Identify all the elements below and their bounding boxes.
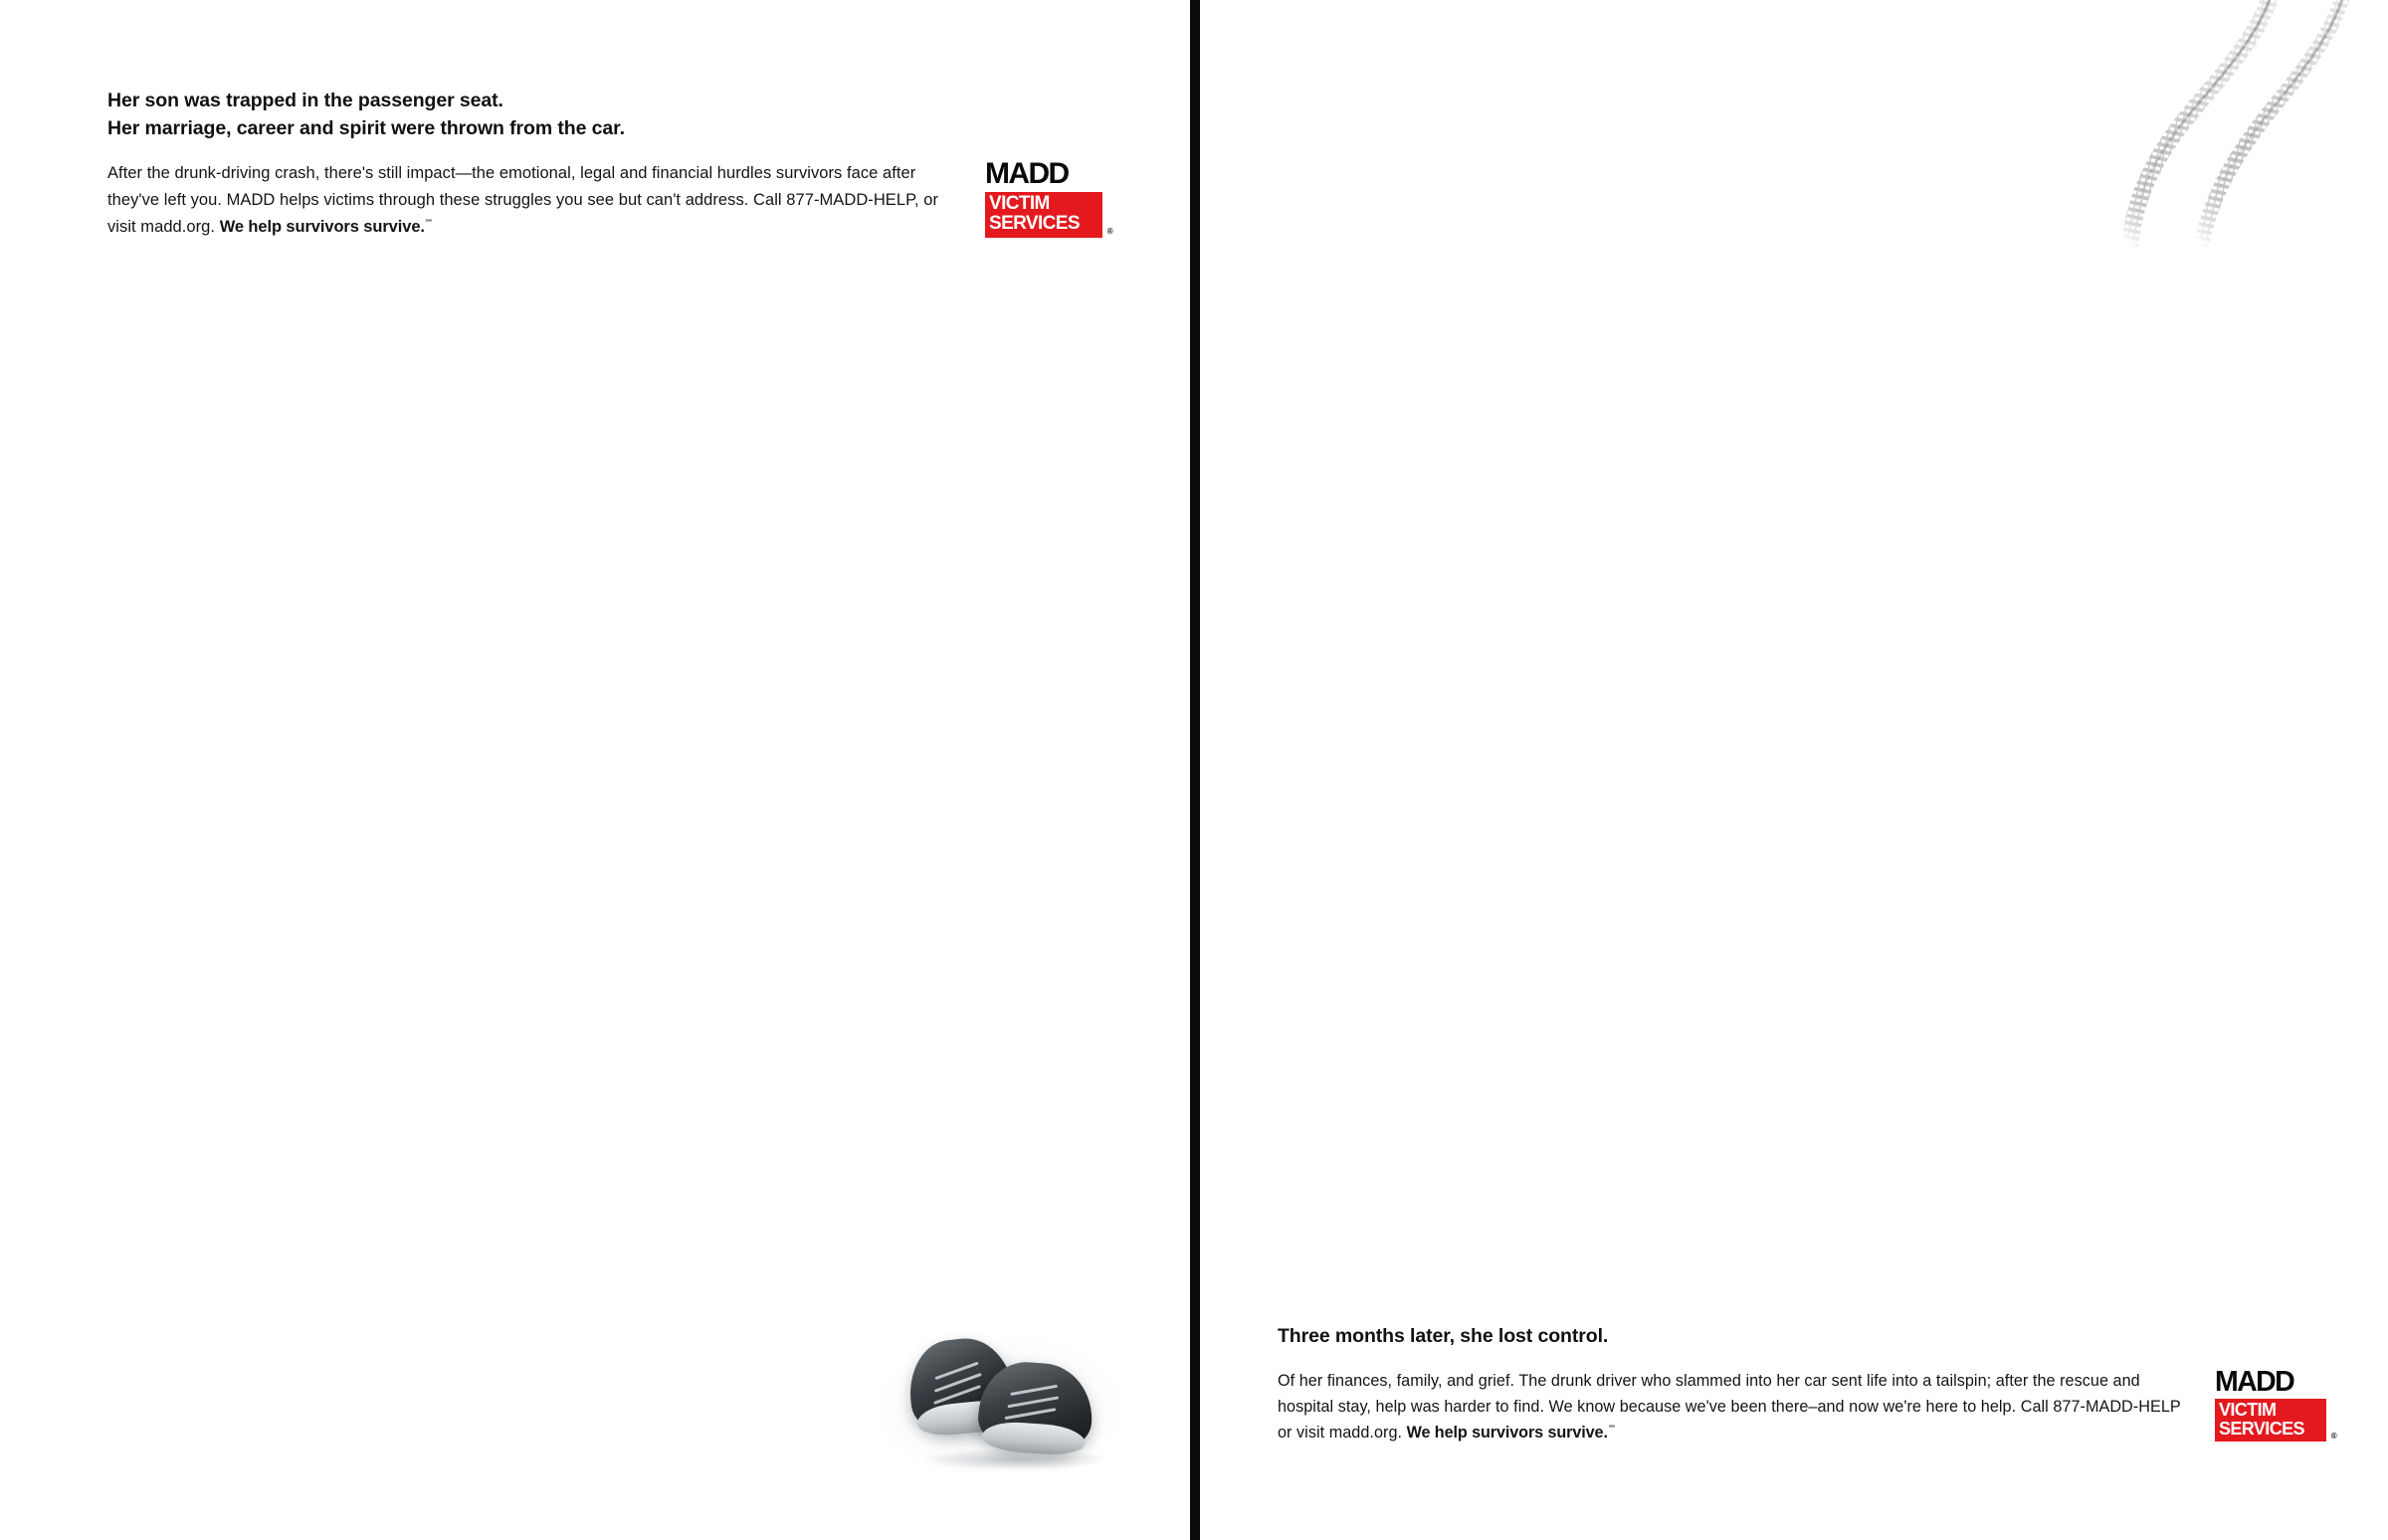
madd-box-line-2: SERVICES	[2219, 1419, 2304, 1439]
left-ad-body-copy	[107, 160, 948, 240]
registered-trademark-icon: ®	[1106, 226, 1112, 236]
left-ad-tagline: We help survivors survive.	[219, 217, 425, 236]
right-ad-madd-logo	[2215, 1365, 2336, 1443]
page-gutter-divider	[1190, 0, 1200, 1540]
left-ad-tagline-service-mark: ℠	[424, 217, 434, 228]
right-ad-body-text: Of her finances, family, and grief. The drunk driver who slammed into her car sent life into a tailspin; after the rescue and hospital stay, help was harder to find. We know because we've been there–and now we're here to help. Call 877-MADD-HELP or visit madd.org.	[1278, 1371, 2181, 1442]
right-ad-copy-block	[1278, 1323, 2336, 1445]
tire-skid-marks-photo	[2080, 0, 2388, 289]
registered-trademark-icon: ®	[2330, 1431, 2336, 1441]
right-ad-tagline: We help survivors survive.	[1406, 1423, 1608, 1442]
madd-victim-services-box	[2215, 1399, 2336, 1443]
madd-wordmark: MADD	[2215, 1365, 2294, 1398]
right-ad-headline-line-1: Three months later, she lost control.	[1278, 1325, 1609, 1347]
madd-box-line-1: VICTIM	[989, 192, 1050, 214]
left-ad-headline-line-2: Her marriage, career and spirit were thrown from the car.	[107, 116, 625, 139]
left-ad-headline	[107, 88, 1102, 142]
right-ad-headline	[1278, 1323, 2273, 1351]
left-ad-copy-block	[107, 88, 1112, 241]
right-ad-body-copy	[1278, 1369, 2193, 1446]
left-page	[0, 0, 1190, 1540]
right-ad-tagline-service-mark: ℠	[1607, 1423, 1617, 1434]
left-ad-body-text: After the drunk-driving crash, there's still impact—the emotional, legal and financial hurdles survivors face after they've left you. MADD helps victims through these struggles you see but can't address. Call 877-MADD-HELP, or visit madd.org.	[107, 164, 939, 236]
skid-marks-graphic	[2080, 0, 2388, 289]
madd-wordmark: MADD	[985, 157, 1069, 191]
sneakers-cast-shadow	[921, 1448, 1110, 1470]
left-ad-madd-logo	[985, 157, 1112, 237]
madd-box-line-1: VICTIM	[2219, 1399, 2277, 1420]
sneaker-lace	[1010, 1385, 1058, 1396]
left-ad-body-row	[107, 157, 1112, 240]
left-ad-headline-line-1: Her son was trapped in the passenger seat.	[107, 90, 503, 111]
right-ad-body-row	[1278, 1365, 2336, 1446]
sneaker-lace	[1005, 1408, 1057, 1420]
skid-mark-right	[2080, 0, 2388, 289]
madd-victim-services-box	[985, 192, 1112, 238]
childrens-sneakers-photo	[876, 1323, 1124, 1482]
madd-box-line-2: SERVICES	[989, 213, 1080, 235]
sneaker-lace	[1007, 1396, 1059, 1408]
